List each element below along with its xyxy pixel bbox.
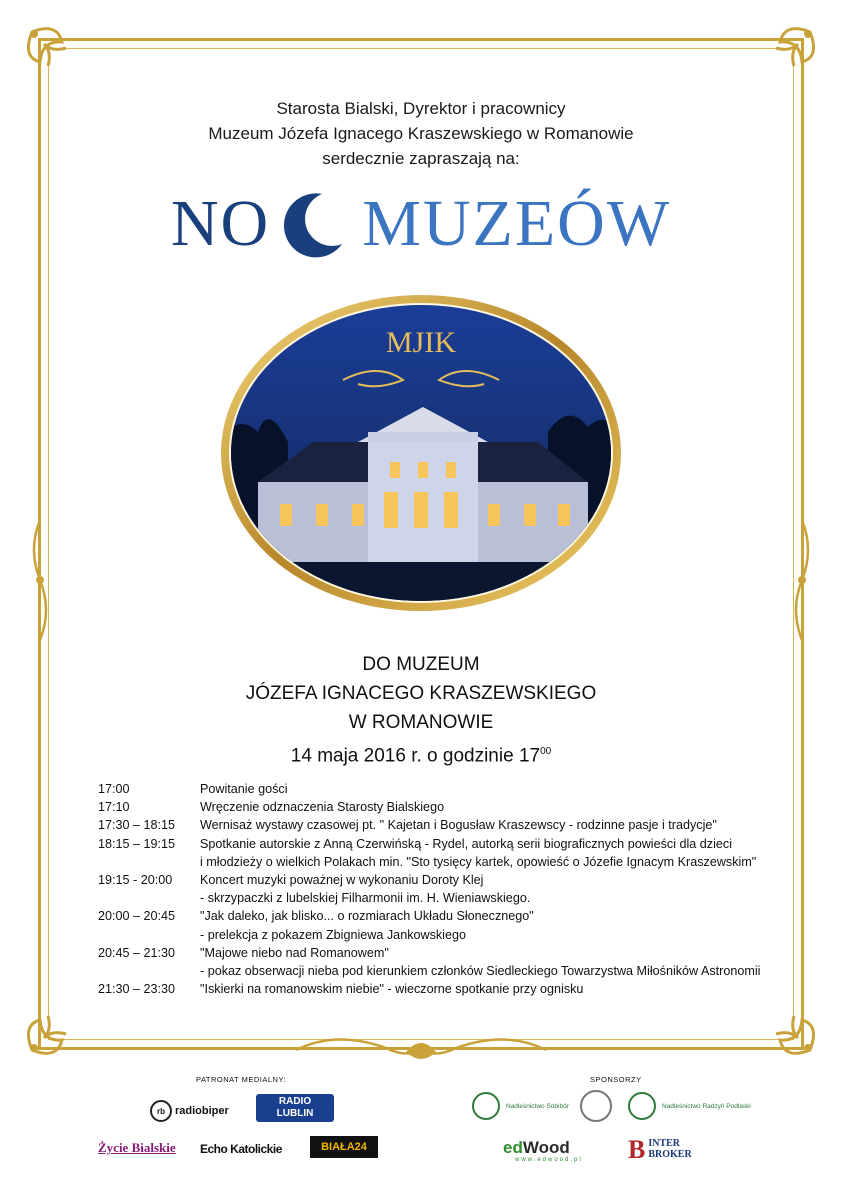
schedule-row [98, 980, 778, 998]
media-patronage-label: PATRONAT MEDIALNY: [196, 1075, 287, 1084]
radio-lublin-logo [256, 1094, 334, 1122]
schedule-row [98, 853, 778, 871]
schedule-time: 20:45 – 21:30 [98, 945, 176, 960]
schedule-desc: "Iskierki na romanowskim niebie" - wieczorne spotkanie przy ognisku [200, 982, 584, 997]
coat-of-arms-logo [580, 1090, 612, 1122]
crescent-moon-icon [276, 188, 348, 260]
radio-lublin-line: RADIO [278, 1096, 312, 1107]
intro-line: serdecznie zapraszają na: [322, 149, 520, 168]
schedule-row [98, 889, 778, 907]
corner-ornament-icon [22, 22, 92, 92]
schedule-time [98, 926, 200, 944]
schedule-time: 17:30 – 18:15 [98, 818, 176, 833]
interbroker-line: INTER [648, 1138, 681, 1149]
schedule-time: 19:15 - 20:00 [98, 873, 173, 888]
schedule-row [98, 944, 778, 962]
radiobiper-logo [150, 1100, 229, 1122]
interbroker-line: BROKER [648, 1149, 692, 1160]
schedule-desc: - skrzypaczki z lubelskiej Filharmonii im. H. Wieniawskiego. [200, 891, 531, 906]
interbroker-logo [628, 1134, 692, 1164]
edwood-url: www.edwood.pl [515, 1157, 583, 1163]
sobibor-sponsor-logo [472, 1092, 569, 1120]
edwood-ed: ed [503, 1138, 523, 1157]
page-title [100, 184, 742, 264]
schedule-desc: - pokaz obserwacji nieba pod kierunkiem członków Siedleckiego Towarzystwa Miłośników Astronomii [200, 964, 761, 979]
schedule-row [98, 907, 778, 925]
intro-line: Muzeum Józefa Ignacego Kraszewskiego w Romanowie [208, 124, 634, 143]
sponsor-name: Nadleśnictwo Sobibór [506, 1102, 569, 1110]
schedule-row [98, 798, 778, 816]
venue-line: JÓZEFA IGNACEGO KRASZEWSKIEGO [245, 683, 597, 704]
event-date [100, 737, 742, 770]
emblem-badge-icon [580, 1090, 612, 1122]
schedule-desc: Powitanie gości [200, 782, 288, 796]
side-ornament-icon [26, 520, 54, 640]
schedule-row [98, 835, 778, 853]
side-ornament-icon [788, 520, 816, 640]
monogram-text: MJIK [385, 326, 457, 359]
schedule-time: 18:15 – 19:15 [98, 836, 176, 851]
schedule-desc: Koncert muzyki poważnej w wykonaniu Doroty Klej [200, 873, 484, 888]
interbroker-b: B [628, 1134, 646, 1164]
schedule-row [98, 871, 778, 889]
radio-lublin-line: LUBLIN [276, 1108, 314, 1119]
corner-ornament-icon [22, 990, 92, 1060]
schedule-time [98, 962, 200, 980]
schedule-time: 20:00 – 20:45 [98, 909, 176, 924]
intro-line: Starosta Bialski, Dyrektor i pracownicy [276, 99, 566, 118]
schedule-desc: - prelekcja z pokazem Zbigniewa Jankowskiego [200, 927, 466, 942]
schedule-desc: Wernisaż wystawy czasowej pt. " Kajetan i Bogusław Kraszewscy - rodzinne pasje i tradycje" [200, 818, 717, 833]
schedule-row [98, 780, 778, 798]
schedule-time [98, 853, 200, 871]
venue-line: W ROMANOWIE [348, 712, 494, 733]
event-date-minutes: 00 [540, 746, 552, 757]
title-word: NO [170, 187, 271, 260]
schedule-time [98, 889, 200, 907]
title-word: MUZEÓW [362, 187, 672, 260]
sponsors-label: SPONSORZY [590, 1075, 642, 1084]
radiobiper-text: radiobiper [175, 1105, 229, 1117]
rb-badge: rb [150, 1100, 172, 1122]
venue-line: DO MUZEUM [362, 654, 480, 675]
schedule-time: 21:30 – 23:30 [98, 982, 176, 997]
corner-ornament-icon [750, 22, 820, 92]
corner-ornament-icon [750, 990, 820, 1060]
sponsor-name: Nadleśnictwo Radzyń Podlaski [662, 1102, 751, 1110]
schedule-desc: "Majowe niebo nad Romanowem" [200, 945, 389, 960]
edwood-wood: Wood [522, 1138, 570, 1157]
echo-katolickie-logo: Echo Katolickie [200, 1142, 282, 1156]
biala24-logo: BIAŁA24 [310, 1136, 378, 1158]
schedule-desc: Wręczenie odznaczenia Starosty Bialskiego [200, 800, 445, 815]
radzyn-sponsor-logo [628, 1092, 751, 1120]
schedule-time: 17:10 [98, 800, 130, 815]
schedule-list [98, 780, 778, 998]
schedule-row [98, 926, 778, 944]
museum-photo-oval [218, 292, 624, 614]
schedule-row [98, 816, 778, 834]
schedule-desc: i młodzieży o wielkich Polakach min. "Sto tysięcy kartek, opowieść o Józefie Ignacym Kraszewskim" [200, 854, 757, 869]
forest-badge-icon [472, 1092, 500, 1120]
venue-block [100, 650, 742, 770]
bottom-ornament-icon [286, 1030, 556, 1070]
schedule-row [98, 962, 778, 980]
edwood-logo [503, 1138, 570, 1158]
schedule-desc: "Jak daleko, jak blisko... o rozmiarach Układu Słonecznego" [200, 909, 534, 924]
schedule-desc: Spotkanie autorskie z Anną Czerwińską - Rydel, autorką serii biograficznych powieści dla dzieci [200, 836, 732, 851]
zycie-bialskie-logo: Życie Bialskie [98, 1140, 176, 1155]
schedule-time: 17:00 [98, 782, 130, 796]
invitation-intro [100, 96, 742, 171]
forest-badge-icon [628, 1092, 656, 1120]
event-date-text: 14 maja 2016 r. o godzinie 17 [290, 745, 541, 767]
